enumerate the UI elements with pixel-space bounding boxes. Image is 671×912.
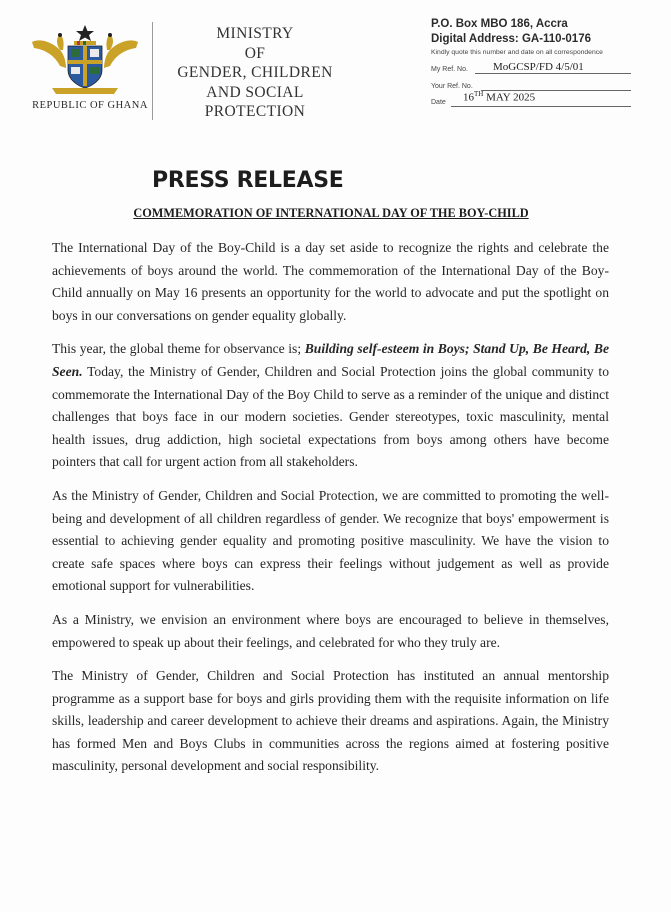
- page-title: PRESS RELEASE: [152, 168, 344, 193]
- po-box: P.O. Box MBO 186, Accra: [431, 18, 568, 30]
- date-value: 16TH MAY 2025: [463, 90, 536, 104]
- ministry-line: MINISTRY: [216, 25, 294, 42]
- your-ref-label: Your Ref. No.: [431, 83, 473, 90]
- paragraph: As a Ministry, we envision an environment where boys are encouraged to believe in themselves, empowered to speak up about their feelings, and celebrated for who they truly are.: [52, 611, 609, 650]
- ghana-coat-of-arms-icon: [30, 24, 140, 96]
- subtitle: COMMEMORATION OF INTERNATIONAL DAY OF THE BOY-CHILD: [133, 206, 529, 220]
- quote-note: Kindly quote this number and date on all correspondence: [431, 49, 603, 56]
- ministry-name: [160, 24, 350, 122]
- paragraph: The International Day of the Boy-Child is a day set aside to recognize the rights and celebrate the achievements of boys around the world. The commemoration of the International Day of the Boy-Child annually on May 16 presents an opportunity for the world to advocate and put the spotlight on boys in our conversations on gender equality globally.: [52, 240, 609, 323]
- digital-address: Digital Address: GA-110-0176: [431, 33, 591, 45]
- ministry-line: PROTECTION: [204, 103, 306, 120]
- press-release-body: [52, 237, 609, 789]
- paragraph: As the Ministry of Gender, Children and Social Protection, we are committed to promoting the well-being and development of all children regardless of gender. We recognize that boys' empowerment is essential to achieving gender equality and promoting positive masculinity. We have the vision to create safe spaces where boys can express their feelings without judgement as well as provide emotional support for vulnerabilities.: [52, 487, 609, 594]
- paragraph: The Ministry of Gender, Children and Social Protection has instituted an annual mentorship programme as a support base for boys and girls providing them with the requisite information on life skills, leadership and career development to achieve their dreams and aspirations. Again, the Ministry has formed Men and Boys Clubs in communities across the regions aimed at fostering positive masculinity, personal development and social responsibility.: [52, 668, 609, 774]
- republic-of-ghana-label: REPUBLIC OF GHANA: [32, 100, 148, 111]
- my-ref-label: My Ref. No.: [431, 66, 468, 73]
- theme-text: Building self-esteem in Boys; Stand Up, Be Heard, Be Seen.: [52, 341, 610, 379]
- date-label: Date: [431, 99, 446, 106]
- address-block: [431, 17, 661, 108]
- paragraph: This year, the global theme for observance is; Building self-esteem in Boys; Stand Up, Be Heard, Be Seen. Today, the Ministry of Gender, Children and Social Protection joins the global community to commemorate the International Day of the Boy Child to serve as a reminder of the unique and distinct challenges that boys face in our modern societies. Gender stereotypes, toxic masculinity, mental health issues, drug addiction, high societal expectations from boys among others have become pointers that call for urgent action from all stakeholders.: [52, 341, 610, 470]
- my-ref-row: [431, 61, 661, 75]
- ministry-line: GENDER, CHILDREN: [177, 64, 333, 81]
- my-ref-value: MoGCSP/FD 4/5/01: [493, 61, 584, 73]
- letterhead-divider: [152, 22, 153, 120]
- ministry-line: AND SOCIAL: [206, 83, 304, 101]
- ministry-line: OF: [244, 44, 266, 62]
- date-row: [431, 90, 661, 108]
